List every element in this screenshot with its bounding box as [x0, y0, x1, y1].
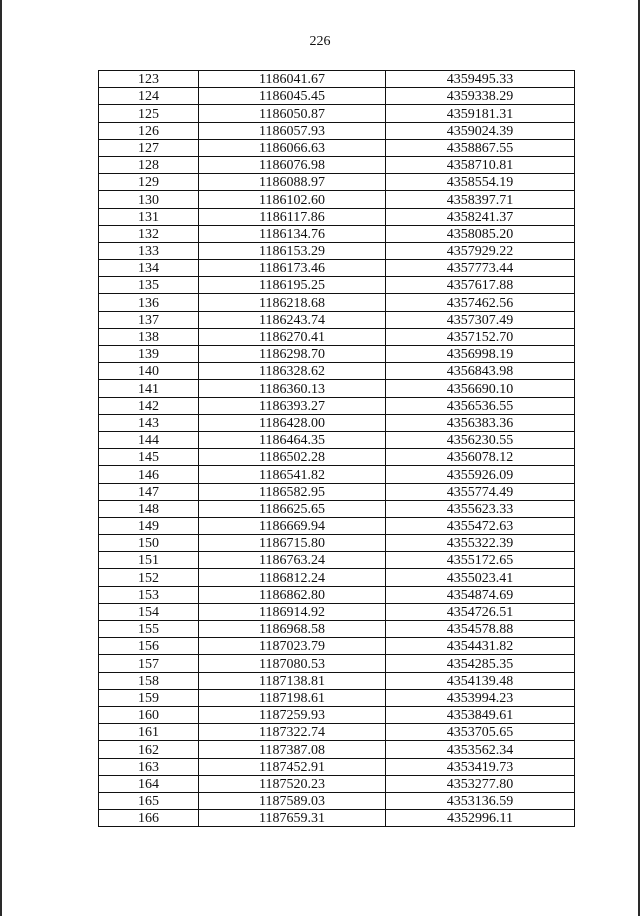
table-row [99, 260, 575, 277]
y-coordinate-cell: 4355926.09 [386, 466, 575, 483]
x-coordinate-cell: 1186270.41 [199, 328, 386, 345]
y-coordinate-cell: 4354285.35 [386, 655, 575, 672]
y-coordinate-cell: 4357462.56 [386, 294, 575, 311]
page-number: 226 [309, 34, 331, 49]
point-number-cell: 166 [99, 810, 199, 827]
x-coordinate-cell: 1186914.92 [199, 603, 386, 620]
point-number-cell: 139 [99, 346, 199, 363]
table-row [99, 638, 575, 655]
table-row [99, 586, 575, 603]
x-coordinate-cell: 1186625.65 [199, 500, 386, 517]
y-coordinate-cell: 4356998.19 [386, 346, 575, 363]
y-coordinate-cell: 4358867.55 [386, 139, 575, 156]
table-row [99, 706, 575, 723]
x-coordinate-cell: 1186218.68 [199, 294, 386, 311]
point-number-cell: 128 [99, 156, 199, 173]
point-number-cell: 131 [99, 208, 199, 225]
x-coordinate-cell: 1186153.29 [199, 242, 386, 259]
y-coordinate-cell: 4355472.63 [386, 517, 575, 534]
x-coordinate-cell: 1186360.13 [199, 380, 386, 397]
y-coordinate-cell: 4355774.49 [386, 483, 575, 500]
point-number-cell: 148 [99, 500, 199, 517]
x-coordinate-cell: 1186582.95 [199, 483, 386, 500]
point-number-cell: 160 [99, 706, 199, 723]
point-number-cell: 145 [99, 449, 199, 466]
point-number-cell: 144 [99, 431, 199, 448]
point-number-cell: 135 [99, 277, 199, 294]
point-number-cell: 140 [99, 363, 199, 380]
table-row [99, 225, 575, 242]
table-row [99, 208, 575, 225]
y-coordinate-cell: 4354431.82 [386, 638, 575, 655]
x-coordinate-cell: 1187322.74 [199, 724, 386, 741]
table-row [99, 792, 575, 809]
table-row [99, 156, 575, 173]
x-coordinate-cell: 1187080.53 [199, 655, 386, 672]
y-coordinate-cell: 4356690.10 [386, 380, 575, 397]
y-coordinate-cell: 4353277.80 [386, 775, 575, 792]
x-coordinate-cell: 1186298.70 [199, 346, 386, 363]
x-coordinate-cell: 1186763.24 [199, 552, 386, 569]
x-coordinate-cell: 1186541.82 [199, 466, 386, 483]
table-row [99, 483, 575, 500]
coordinates-table [98, 70, 575, 827]
point-number-cell: 154 [99, 603, 199, 620]
y-coordinate-cell: 4358710.81 [386, 156, 575, 173]
point-number-cell: 163 [99, 758, 199, 775]
table-row [99, 810, 575, 827]
table-row [99, 672, 575, 689]
x-coordinate-cell: 1186464.35 [199, 431, 386, 448]
x-coordinate-cell: 1186173.46 [199, 260, 386, 277]
point-number-cell: 159 [99, 689, 199, 706]
y-coordinate-cell: 4353849.61 [386, 706, 575, 723]
x-coordinate-cell: 1186134.76 [199, 225, 386, 242]
x-coordinate-cell: 1187023.79 [199, 638, 386, 655]
x-coordinate-cell: 1187589.03 [199, 792, 386, 809]
point-number-cell: 156 [99, 638, 199, 655]
table-row [99, 552, 575, 569]
table-row [99, 242, 575, 259]
y-coordinate-cell: 4354726.51 [386, 603, 575, 620]
y-coordinate-cell: 4353136.59 [386, 792, 575, 809]
y-coordinate-cell: 4353562.34 [386, 741, 575, 758]
x-coordinate-cell: 1186812.24 [199, 569, 386, 586]
table-row [99, 380, 575, 397]
x-coordinate-cell: 1186117.86 [199, 208, 386, 225]
point-number-cell: 137 [99, 311, 199, 328]
x-coordinate-cell: 1186050.87 [199, 105, 386, 122]
y-coordinate-cell: 4355172.65 [386, 552, 575, 569]
table-row [99, 174, 575, 191]
point-number-cell: 127 [99, 139, 199, 156]
table-row [99, 500, 575, 517]
table-row [99, 139, 575, 156]
x-coordinate-cell: 1187138.81 [199, 672, 386, 689]
point-number-cell: 138 [99, 328, 199, 345]
table-row [99, 775, 575, 792]
y-coordinate-cell: 4359181.31 [386, 105, 575, 122]
x-coordinate-cell: 1186862.80 [199, 586, 386, 603]
point-number-cell: 126 [99, 122, 199, 139]
x-coordinate-cell: 1186088.97 [199, 174, 386, 191]
point-number-cell: 143 [99, 414, 199, 431]
x-coordinate-cell: 1186102.60 [199, 191, 386, 208]
table-row [99, 122, 575, 139]
x-coordinate-cell: 1186066.63 [199, 139, 386, 156]
coordinates-table-body [99, 71, 575, 827]
table-row [99, 449, 575, 466]
y-coordinate-cell: 4356843.98 [386, 363, 575, 380]
y-coordinate-cell: 4357617.88 [386, 277, 575, 294]
table-row [99, 741, 575, 758]
point-number-cell: 133 [99, 242, 199, 259]
table-row [99, 71, 575, 88]
y-coordinate-cell: 4358241.37 [386, 208, 575, 225]
point-number-cell: 150 [99, 535, 199, 552]
x-coordinate-cell: 1186057.93 [199, 122, 386, 139]
table-row [99, 655, 575, 672]
point-number-cell: 155 [99, 621, 199, 638]
y-coordinate-cell: 4359024.39 [386, 122, 575, 139]
y-coordinate-cell: 4359495.33 [386, 71, 575, 88]
table-row [99, 363, 575, 380]
table-row [99, 569, 575, 586]
point-number-cell: 132 [99, 225, 199, 242]
point-number-cell: 162 [99, 741, 199, 758]
point-number-cell: 134 [99, 260, 199, 277]
point-number-cell: 147 [99, 483, 199, 500]
x-coordinate-cell: 1186393.27 [199, 397, 386, 414]
table-row [99, 758, 575, 775]
y-coordinate-cell: 4353705.65 [386, 724, 575, 741]
table-row [99, 466, 575, 483]
point-number-cell: 142 [99, 397, 199, 414]
point-number-cell: 158 [99, 672, 199, 689]
table-row [99, 105, 575, 122]
x-coordinate-cell: 1186195.25 [199, 277, 386, 294]
x-coordinate-cell: 1187387.08 [199, 741, 386, 758]
y-coordinate-cell: 4356230.55 [386, 431, 575, 448]
point-number-cell: 157 [99, 655, 199, 672]
y-coordinate-cell: 4358554.19 [386, 174, 575, 191]
y-coordinate-cell: 4356536.55 [386, 397, 575, 414]
y-coordinate-cell: 4354874.69 [386, 586, 575, 603]
y-coordinate-cell: 4358085.20 [386, 225, 575, 242]
point-number-cell: 136 [99, 294, 199, 311]
x-coordinate-cell: 1186076.98 [199, 156, 386, 173]
point-number-cell: 149 [99, 517, 199, 534]
table-row [99, 88, 575, 105]
table-row [99, 603, 575, 620]
x-coordinate-cell: 1186968.58 [199, 621, 386, 638]
y-coordinate-cell: 4354578.88 [386, 621, 575, 638]
y-coordinate-cell: 4355023.41 [386, 569, 575, 586]
point-number-cell: 129 [99, 174, 199, 191]
point-number-cell: 161 [99, 724, 199, 741]
y-coordinate-cell: 4353419.73 [386, 758, 575, 775]
table-row [99, 517, 575, 534]
x-coordinate-cell: 1187259.93 [199, 706, 386, 723]
table-row [99, 294, 575, 311]
point-number-cell: 141 [99, 380, 199, 397]
y-coordinate-cell: 4355322.39 [386, 535, 575, 552]
point-number-cell: 152 [99, 569, 199, 586]
y-coordinate-cell: 4359338.29 [386, 88, 575, 105]
y-coordinate-cell: 4356078.12 [386, 449, 575, 466]
y-coordinate-cell: 4356383.36 [386, 414, 575, 431]
x-coordinate-cell: 1187659.31 [199, 810, 386, 827]
y-coordinate-cell: 4353994.23 [386, 689, 575, 706]
y-coordinate-cell: 4357152.70 [386, 328, 575, 345]
table-row [99, 724, 575, 741]
x-coordinate-cell: 1186328.62 [199, 363, 386, 380]
point-number-cell: 124 [99, 88, 199, 105]
x-coordinate-cell: 1187198.61 [199, 689, 386, 706]
point-number-cell: 165 [99, 792, 199, 809]
point-number-cell: 130 [99, 191, 199, 208]
y-coordinate-cell: 4357929.22 [386, 242, 575, 259]
table-row [99, 328, 575, 345]
table-row [99, 277, 575, 294]
table-row [99, 414, 575, 431]
x-coordinate-cell: 1186502.28 [199, 449, 386, 466]
point-number-cell: 123 [99, 71, 199, 88]
y-coordinate-cell: 4357773.44 [386, 260, 575, 277]
x-coordinate-cell: 1186041.67 [199, 71, 386, 88]
x-coordinate-cell: 1186428.00 [199, 414, 386, 431]
y-coordinate-cell: 4352996.11 [386, 810, 575, 827]
x-coordinate-cell: 1187520.23 [199, 775, 386, 792]
x-coordinate-cell: 1187452.91 [199, 758, 386, 775]
point-number-cell: 153 [99, 586, 199, 603]
x-coordinate-cell: 1186715.80 [199, 535, 386, 552]
point-number-cell: 125 [99, 105, 199, 122]
y-coordinate-cell: 4355623.33 [386, 500, 575, 517]
point-number-cell: 146 [99, 466, 199, 483]
x-coordinate-cell: 1186243.74 [199, 311, 386, 328]
y-coordinate-cell: 4358397.71 [386, 191, 575, 208]
table-row [99, 346, 575, 363]
scan-edge-left [0, 0, 2, 916]
table-row [99, 431, 575, 448]
table-row [99, 689, 575, 706]
table-row [99, 621, 575, 638]
table-row [99, 191, 575, 208]
table-row [99, 311, 575, 328]
point-number-cell: 164 [99, 775, 199, 792]
y-coordinate-cell: 4354139.48 [386, 672, 575, 689]
x-coordinate-cell: 1186045.45 [199, 88, 386, 105]
y-coordinate-cell: 4357307.49 [386, 311, 575, 328]
table-row [99, 397, 575, 414]
x-coordinate-cell: 1186669.94 [199, 517, 386, 534]
table-row [99, 535, 575, 552]
point-number-cell: 151 [99, 552, 199, 569]
